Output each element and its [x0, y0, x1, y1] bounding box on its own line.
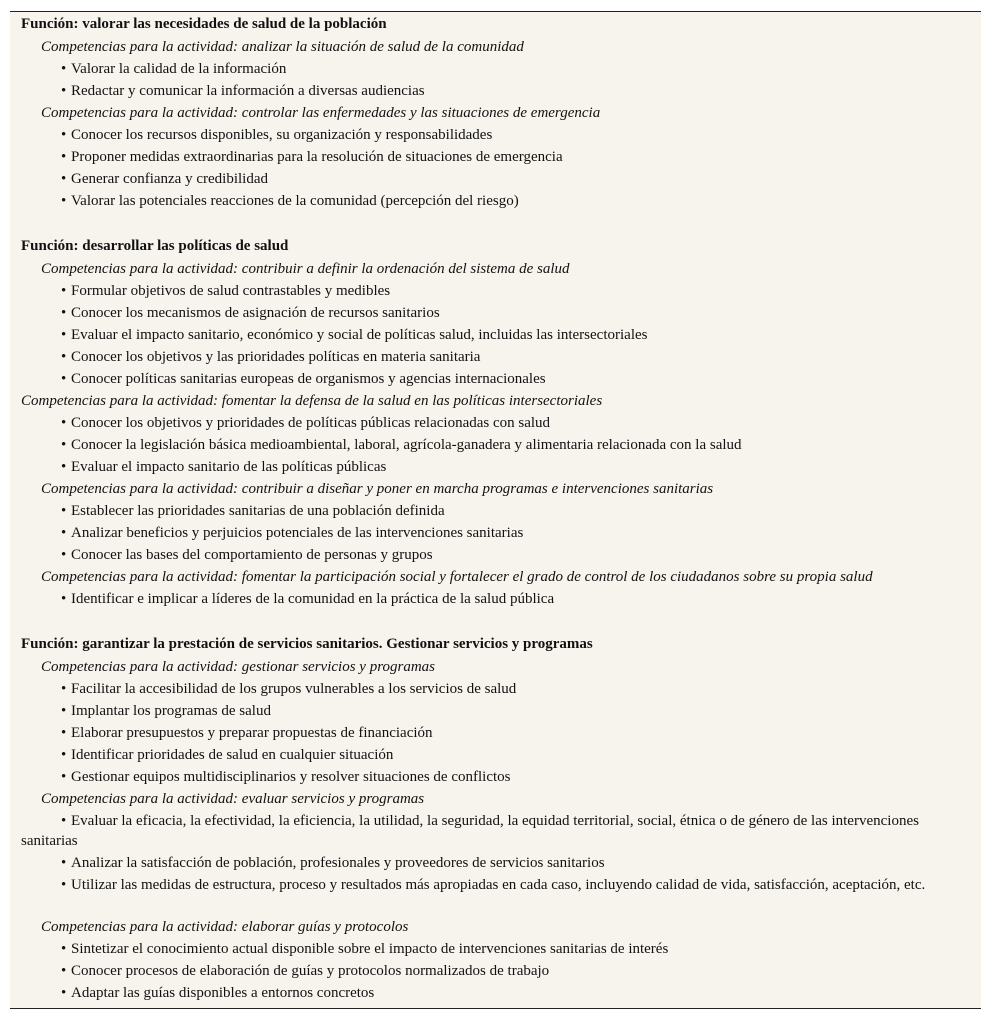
bullet-icon: • [61, 127, 67, 143]
activity-heading: Competencias para la actividad: fomentar la defensa de la salud en las políticas intersectoriales [21, 393, 603, 409]
competency-item: • Conocer los objetivos y las prioridades políticas en materia sanitaria [61, 349, 481, 365]
bullet-icon: • [61, 877, 67, 893]
bullet-icon: • [61, 725, 67, 741]
function-title: Función: garantizar la prestación de servicios sanitarios. Gestionar servicios y programas [21, 636, 593, 652]
bullet-icon: • [61, 459, 67, 475]
competency-item: • Redactar y comunicar la información a diversas audiencias [61, 83, 425, 99]
bullet-icon: • [61, 591, 67, 607]
competency-item: • Adaptar las guías disponibles a entornos concretos [61, 985, 375, 1001]
competency-item: • Conocer la legislación básica medioambiental, laboral, agrícola-ganadera y alimentaria relacionada con la salud [61, 437, 742, 453]
competency-item: • Utilizar las medidas de estructura, proceso y resultados más apropiadas en cada caso, incluyendo calidad de vida, satisfacción, aceptación, etc. [61, 877, 926, 893]
competency-item: • Elaborar presupuestos y preparar propuestas de financiación [61, 725, 433, 741]
competencies-document [10, 11, 981, 1009]
activity-heading: Competencias para la actividad: contribuir a diseñar y poner en marcha programas e intervenciones sanitarias [41, 481, 714, 497]
bullet-icon: • [61, 193, 67, 209]
bullet-icon: • [61, 415, 67, 431]
bullet-icon: • [61, 149, 67, 165]
competency-item: • Valorar la calidad de la información [61, 61, 287, 77]
bullet-icon: • [61, 171, 67, 187]
competency-item: • Conocer las bases del comportamiento de personas y grupos [61, 547, 433, 563]
competency-item: • Analizar beneficios y perjuicios potenciales de las intervenciones sanitarias [61, 525, 524, 541]
competency-item: • Formular objetivos de salud contrastables y medibles [61, 283, 391, 299]
competency-item: • Facilitar la accesibilidad de los grupos vulnerables a los servicios de salud [61, 681, 517, 697]
competency-item: • Valorar las potenciales reacciones de la comunidad (percepción del riesgo) [61, 193, 519, 209]
competency-item: • Sintetizar el conocimiento actual disponible sobre el impacto de intervenciones sanitarias de interés [61, 941, 669, 957]
competency-item: • Generar confianza y credibilidad [61, 171, 268, 187]
bullet-icon: • [61, 83, 67, 99]
competency-item: • Identificar e implicar a líderes de la comunidad en la práctica de la salud pública [61, 591, 555, 607]
bullet-icon: • [61, 941, 67, 957]
bullet-icon: • [61, 61, 67, 77]
bullet-icon: • [61, 855, 67, 871]
competency-item: • Gestionar equipos multidisciplinarios y resolver situaciones de conflictos [61, 769, 511, 785]
activity-heading: Competencias para la actividad: contribuir a definir la ordenación del sistema de salud [41, 261, 570, 277]
function-title: Función: desarrollar las políticas de salud [21, 238, 289, 254]
bullet-icon: • [61, 525, 67, 541]
bullet-icon: • [61, 547, 67, 563]
competency-item: • Evaluar el impacto sanitario, económico y social de políticas salud, incluidas las intersectoriales [61, 327, 648, 343]
bullet-icon: • [61, 503, 67, 519]
bullet-icon: • [61, 349, 67, 365]
bullet-icon: • [61, 283, 67, 299]
competency-item: • Implantar los programas de salud [61, 703, 271, 719]
activity-heading: Competencias para la actividad: evaluar servicios y programas [41, 791, 425, 807]
bullet-icon: • [61, 769, 67, 785]
competency-item: • Identificar prioridades de salud en cualquier situación [61, 747, 394, 763]
competency-item: • Conocer los recursos disponibles, su organización y responsabilidades [61, 127, 493, 143]
bullet-icon: • [61, 963, 67, 979]
competency-item: • Conocer los objetivos y prioridades de políticas públicas relacionadas con salud [61, 415, 551, 431]
bullet-icon: • [61, 985, 67, 1001]
competency-item: • Conocer políticas sanitarias europeas de organismos y agencias internacionales [61, 371, 546, 387]
activity-heading: Competencias para la actividad: fomentar la participación social y fortalecer el grado de control de los ciudadanos sobre su propia salud [41, 569, 873, 585]
activity-heading: Competencias para la actividad: elaborar guías y protocolos [41, 919, 409, 935]
competency-item: • Proponer medidas extraordinarias para la resolución de situaciones de emergencia [61, 149, 563, 165]
activity-heading: Competencias para la actividad: analizar la situación de salud de la comunidad [41, 39, 524, 55]
bullet-icon: • [61, 305, 67, 321]
bullet-icon: • [61, 747, 67, 763]
activity-heading: Competencias para la actividad: controlar las enfermedades y las situaciones de emergencia [41, 105, 601, 121]
bullet-icon: • [61, 681, 67, 697]
bullet-icon: • [61, 813, 67, 829]
competency-item: • Evaluar el impacto sanitario de las políticas públicas [61, 459, 387, 475]
competency-item: • Conocer procesos de elaboración de guías y protocolos normalizados de trabajo [61, 963, 550, 979]
bullet-icon: • [61, 437, 67, 453]
competency-item: • Analizar la satisfacción de población, profesionales y proveedores de servicios sanitarios [61, 855, 605, 871]
competency-item: • Conocer los mecanismos de asignación de recursos sanitarios [61, 305, 440, 321]
activity-heading: Competencias para la actividad: gestionar servicios y programas [41, 659, 435, 675]
bullet-icon: • [61, 371, 67, 387]
bullet-icon: • [61, 327, 67, 343]
bullet-icon: • [61, 703, 67, 719]
competency-item: • Evaluar la eficacia, la efectividad, la eficiencia, la utilidad, la seguridad, la equidad territorial, social, étnica o de género de las intervenciones sanitarias [21, 813, 919, 849]
function-title: Función: valorar las necesidades de salud de la población [21, 16, 387, 32]
competency-item: • Establecer las prioridades sanitarias de una población definida [61, 503, 445, 519]
